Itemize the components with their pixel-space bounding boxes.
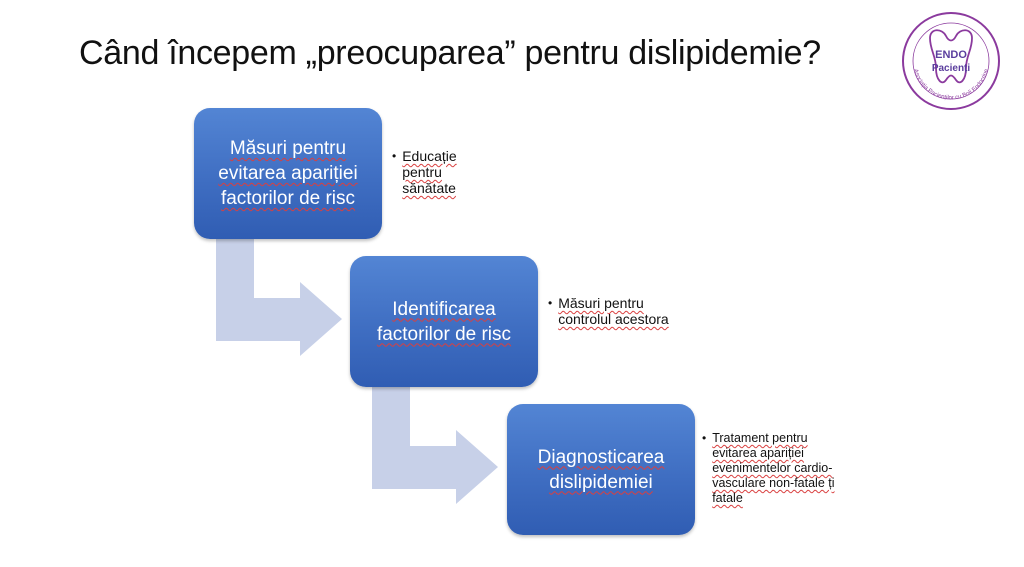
bent-arrow-2 bbox=[372, 386, 498, 504]
note-text-diagnosis: Tratament pentru evitarea apariției evenimentelor cardio-vasculare non-fatale ți fatale bbox=[712, 431, 835, 505]
step-note-prevention bbox=[392, 148, 482, 196]
step-box-identification bbox=[350, 256, 538, 387]
bullet-icon: • bbox=[548, 296, 553, 310]
logo-text-pacienti: Pacienți bbox=[931, 63, 971, 74]
step-label-prevention: Măsuri pentru evitarea apariției factorilor de risc bbox=[218, 138, 358, 209]
note-text-prevention: Educație pentru sănătate bbox=[402, 148, 457, 196]
bullet-icon: • bbox=[392, 149, 397, 163]
step-note-identification bbox=[548, 295, 678, 327]
step-label-diagnosis: Diagnosticarea dislipidemiei bbox=[537, 446, 665, 493]
logo-text-endo: ENDO bbox=[935, 49, 967, 61]
slide-title: Când începem „preocuparea” pentru dislipidemie? bbox=[79, 34, 821, 72]
logo-ring-text: Asociația Pacienților cu Boli Endocrine bbox=[911, 68, 991, 102]
step-note-diagnosis bbox=[702, 431, 842, 506]
bent-arrow-1 bbox=[216, 238, 342, 356]
step-box-prevention bbox=[194, 108, 382, 239]
note-text-identification: Măsuri pentru controlul acestora bbox=[558, 295, 669, 327]
step-box-diagnosis bbox=[507, 404, 695, 535]
bullet-icon: • bbox=[702, 431, 707, 445]
step-label-identification: Identificarea factorilor de risc bbox=[376, 298, 512, 345]
